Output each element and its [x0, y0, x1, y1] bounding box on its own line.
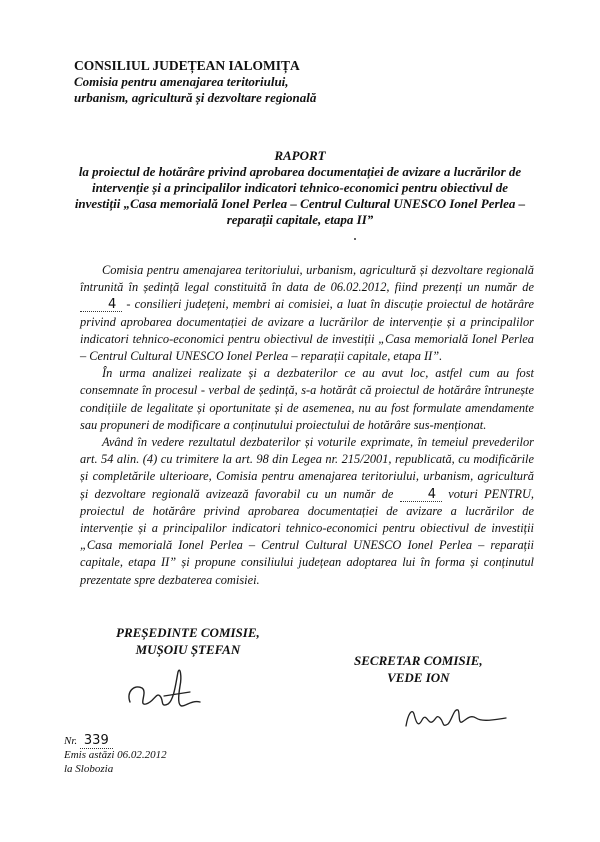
paragraph-2: În urma analizei realizate și a dezbaterilor ce au avut loc, astfel cum au fost consemnate în procesul - verbal de ședință, s-a hotărât că proiectul de hotărâre întrunește condițiile de legalitate și oportunitate și de asemenea, nu au fost formulate amendamente sau propuneri de modificare a conținutului proiectului de hotărâre sus-menționat.: [80, 366, 534, 432]
paragraph-1-text-a: Comisia pentru amenajarea teritoriului, urbanism, agricultură și dezvoltare regională întrunită în ședință legal constituită în data de 06.02.2012, fiind prezenți un număr de: [80, 263, 534, 295]
stray-dot: [354, 238, 356, 240]
president-signature-block: [116, 624, 260, 658]
issuer-header: [74, 58, 316, 106]
title-line-1: la proiectul de hotărâre privind aprobarea documentației de avizare a lucrărilor de: [78, 164, 522, 179]
secretary-signature-block: [354, 652, 483, 686]
title-line-4: reparații capitale, etapa II”: [226, 212, 374, 227]
title-heading: RAPORT: [274, 148, 326, 163]
secretary-role: SECRETAR COMISIE,: [354, 653, 483, 668]
council-name: CONSILIUL JUDEȚEAN IALOMIȚA: [74, 58, 300, 73]
title-line-2: intervenție și a principalilor indicatori tehnico-economici pentru obiectivul de: [92, 180, 508, 195]
paragraph-3: [80, 434, 534, 589]
nr-label: Nr.: [64, 735, 78, 747]
commission-name-line2: urbanism, agricultură și dezvoltare regională: [74, 90, 317, 105]
paragraph-1: [80, 262, 534, 365]
paragraph-3-text-b: voturi PENTRU, proiectul de hotărâre privind aprobarea documentației de avizare a lucrărilor de intervenție și a principalilor indicatori tehnico-economici pentru obiectivul de investiții „Casa memorială Ionel Perlea – Centrul Cultural UNESCO Ionel Perlea – reparații capitale, etapa II” și propune consiliului județean adoptarea lui în forma și conținutul prezentate spre dezbaterea comisiei.: [80, 486, 534, 587]
paragraph-3-text-a: Având în vedere rezultatul dezbaterilor și voturile exprimate, în temeiul prevederilor art. 54 alin. (4) cu trimitere la art. 98 din Legea nr. 215/2001, republicată, cu modificările și completările ulterioare, Comisia pentru amenajarea teritoriului, urbanism, agricultură și dezvoltare regională avizează favorabil cu un număr de: [80, 435, 534, 501]
paragraph-1-text-b: - consilieri județeni, membri ai comisiei, a luat în discuție proiectul de hotărâre privind aprobarea documentației de avizare a lucrărilor de intervenție și a principalilor indicatori tehnico-economici pentru obiectivul de investiții „Casa memorială Ionel Perlea – Centrul Cultural UNESCO Ionel Perlea – reparații capitale, etapa II”.: [80, 297, 534, 364]
handwritten-vote-count: 4: [400, 488, 442, 502]
registration-number: [64, 734, 167, 748]
nr-value: 339: [80, 733, 113, 749]
issue-place: la Slobozia: [64, 763, 114, 775]
document-title: [0, 148, 600, 228]
president-signature: [120, 662, 220, 718]
secretary-name: VEDE ION: [387, 670, 450, 685]
secretary-signature: [402, 700, 512, 736]
document-footer: [64, 734, 167, 776]
president-name: MUȘOIU ȘTEFAN: [135, 642, 241, 657]
issue-date: Emis astăzi 06.02.2012: [64, 749, 167, 761]
president-role: PREȘEDINTE COMISIE,: [116, 625, 260, 640]
commission-name-line1: Comisia pentru amenajarea teritoriului,: [74, 74, 289, 89]
title-line-3: investiții „Casa memorială Ionel Perlea – Centrul Cultural UNESCO Ionel Perlea –: [74, 196, 526, 211]
handwritten-member-count: 4: [80, 298, 122, 312]
report-body: [80, 262, 534, 589]
